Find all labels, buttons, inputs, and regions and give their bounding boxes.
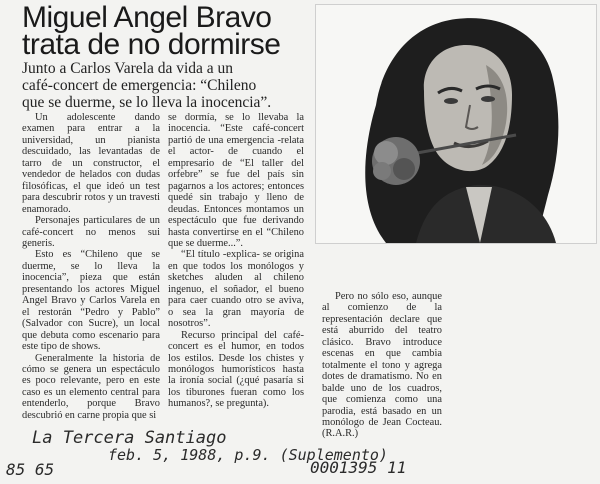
- article-column-3: [322, 291, 442, 440]
- handwritten-date: feb. 5, 1988, p.9. (Suplemento): [108, 446, 388, 464]
- portrait-photo: [315, 4, 597, 244]
- col2-paragraph-2: “El título -explica- se origina en que todos los monólogos y sketches aluden al chileno ingenuo, el soñador, el bueno para caer cuando otro se aviva, o sea la gran mayoría de nosotros”.: [168, 249, 304, 330]
- handwritten-archive-id: 0001395 11: [310, 458, 407, 477]
- headline-line-1: Miguel Angel Bravo: [22, 1, 272, 34]
- col1-paragraph-4: Generalmente la historia de cómo se genera un espectáculo es poco relevante, pero en este caso es un elemento central para entenderlo, porque Bravo descubrió en carne propia que si: [22, 352, 160, 421]
- headline-line-2: trata de no dormirse: [22, 28, 281, 61]
- article-column-2: [168, 112, 304, 410]
- deck-subtitle: [22, 60, 314, 111]
- handwritten-source: La Tercera Santiago: [32, 428, 227, 448]
- col1-paragraph-3: Esto es “Chileno que se duerme, se lo lleva la inocencia”, pieza que están presentando los actores Miguel Angel Bravo y Carlos Varela en el restorán “Pedro y Pablo” (Salvador con Sucre), un local que debuta como escenario para este tipo de shows.: [22, 249, 160, 353]
- col3-paragraph-1: Pero no sólo eso, aunque al comienzo de la representación declare que está aburrido del teatro clásico. Bravo introduce escenas en que cambia totalmente el tono y agrega dotes de dramatismo. No en balde uno de los cuadros, que comienza como una parodia, está basado en un monólogo de Jean Cocteau. (R.A.R.): [322, 291, 442, 440]
- article-column-1: [22, 112, 160, 421]
- deck-line-2: café-concert de emergencia: “Chileno: [22, 77, 257, 94]
- col2-paragraph-3: Recurso principal del café-concert es el humor, en todos los estilos. Desde los chistes y monólogos humorísticos hasta la ironía social (¿qué pasaría si los tiburones fueran como los humanos?, se pregunta).: [168, 329, 304, 410]
- deck-line-1: Junto a Carlos Varela da vida a un: [22, 60, 234, 77]
- handwritten-number: 85 65: [6, 460, 55, 479]
- col2-paragraph-1: se dormía, se lo llevaba la inocencia. “Este café-concert partió de una emergencia -relata el actor- de cuando el empresario de “El taller del orfebre” se fue del país sin pagarnos a los actores; entonces quedé sin trabajo y lleno de deudas. Entonces montamos un espectáculo que fue derivando hasta convertirse en el “Chileno que se duerme...”.: [168, 112, 304, 249]
- deck-line-3: que se duerme, se lo lleva la inocencia”.: [22, 94, 272, 111]
- col1-paragraph-1: Un adolescente dando examen para entrar a la universidad, un pianista descuidado, las levantadas de tarro de un constructor, el vendedor de helados con dudas filosóficas, el que ideó un test para descubrir rotos y un travesti enamorado.: [22, 112, 160, 215]
- col1-paragraph-2: Personajes particulares de un café-concert no menos sui generis.: [22, 215, 160, 249]
- portrait-illustration: [316, 5, 596, 243]
- headline: [22, 1, 322, 61]
